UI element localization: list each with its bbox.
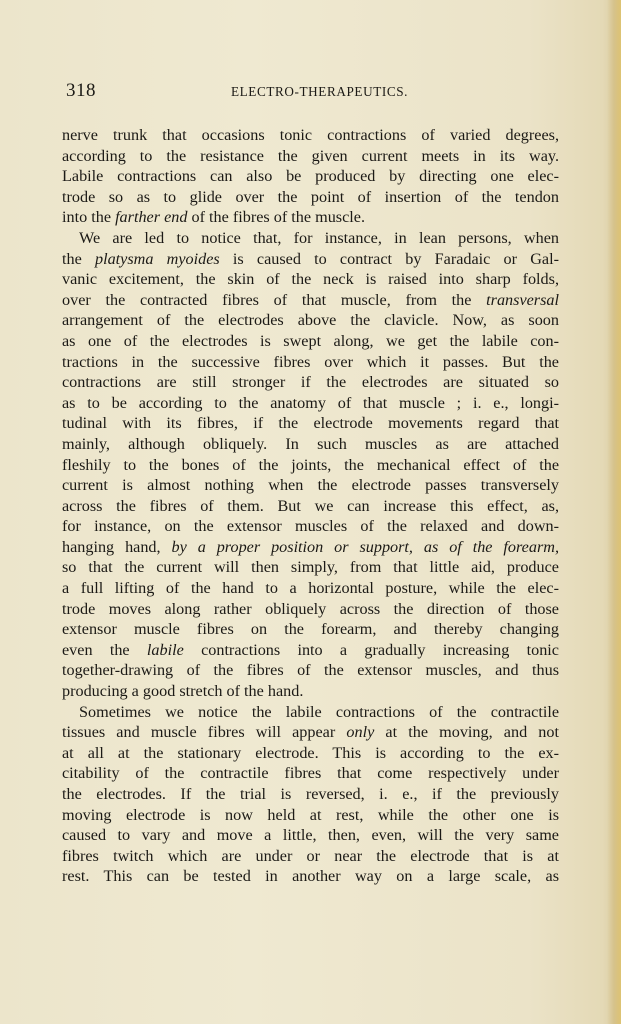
text-line (62, 207, 559, 228)
text-line (62, 640, 559, 661)
text-run: rest. This can be tested in another way on a large scale, as (62, 867, 559, 886)
text-line (62, 681, 559, 702)
text-run: fibres twitch which are under or near the electrode that is at (62, 846, 559, 865)
text-line (62, 434, 559, 455)
text-run: over the contracted fibres of that muscle, from the (62, 290, 487, 309)
text-line (62, 743, 559, 764)
text-line (62, 125, 559, 146)
text-run: arrangement of the electrodes above the clavicle. Now, as soon (62, 311, 559, 330)
text-run: according to the resistance the given current meets in its way. (62, 146, 559, 165)
text-run: current is almost nothing when the electrode passes transversely (62, 476, 559, 495)
italic-text: farther end (115, 208, 188, 227)
page-number: 318 (66, 80, 96, 101)
text-run: of the fibres of the muscle. (187, 208, 366, 227)
text-line (62, 722, 559, 743)
text-run: contractions into a gradually increasing tonic (183, 640, 559, 659)
text-line (62, 496, 559, 517)
text-line (62, 702, 559, 723)
text-run: moving electrode is now held at rest, while the other one is (62, 805, 559, 824)
text-line (62, 578, 559, 599)
text-run: as one of the electrodes is swept along, we get the labile con- (62, 331, 559, 350)
text-line (62, 166, 559, 187)
text-run: tractions in the successive fibres over which it passes. But the (62, 352, 559, 371)
text-run: tudinal with its fibres, if the electrode movements regard that (62, 414, 559, 433)
text-run: trode so as to glide over the point of insertion of the tendon (62, 187, 559, 206)
italic-text: by a proper position or support, as of the forearm, (171, 537, 559, 556)
text-line (62, 331, 559, 352)
text-run: a full lifting of the hand to a horizontal posture, while the elec- (62, 579, 559, 598)
text-line (62, 557, 559, 578)
text-line (62, 269, 559, 290)
text-line (62, 805, 559, 826)
text-line (62, 372, 559, 393)
text-run: vanic excitement, the skin of the neck is raised into sharp folds, (62, 270, 559, 289)
text-line (62, 290, 559, 311)
text-run: into the (62, 208, 116, 227)
text-run: even the (62, 640, 147, 659)
text-line (62, 413, 559, 434)
text-run: We are led to notice that, for instance, in lean persons, when (79, 228, 559, 247)
text-run: citability of the contractile fibres that come respectively under (62, 764, 559, 783)
text-line (62, 187, 559, 208)
italic-text: platysma myoides (94, 249, 220, 268)
text-run: for instance, on the extensor muscles of the relaxed and down- (62, 517, 559, 536)
text-run: caused to vary and move a little, then, even, will the very same (62, 826, 559, 845)
text-line (62, 599, 559, 620)
text-run: tissues and muscle fibres will appear (62, 723, 347, 742)
text-run: the (62, 249, 95, 268)
text-line (62, 784, 559, 805)
text-line (62, 763, 559, 784)
text-run: Labile contractions can also be produced by directing one elec- (62, 167, 559, 186)
text-run: together-drawing of the fibres of the extensor muscles, and thus (62, 661, 559, 680)
italic-text: only (346, 723, 375, 742)
text-run: Sometimes we notice the labile contractions of the contractile (79, 702, 559, 721)
text-run: extensor muscle fibres on the forearm, and thereby changing (62, 620, 559, 639)
text-run: contractions are still stronger if the electrodes are situated so (62, 373, 559, 392)
italic-text: labile (146, 640, 184, 659)
text-line (62, 866, 559, 887)
page-header (66, 80, 556, 102)
text-run: trode moves along rather obliquely across the direction of those (62, 599, 559, 618)
text-line (62, 393, 559, 414)
running-title: ELECTRO-THERAPEUTICS. (231, 84, 409, 99)
text-run: so that the current will then simply, from that little aid, produce (62, 558, 559, 577)
text-run: as to be according to the anatomy of that muscle ; i. e., longi- (62, 393, 559, 412)
text-line (62, 660, 559, 681)
page-edge (607, 0, 621, 1024)
text-run: at the moving, and not (374, 723, 559, 742)
text-run: is caused to contract by Faradaic or Gal- (219, 249, 560, 268)
text-line (62, 846, 559, 867)
text-line (62, 475, 559, 496)
text-line (62, 228, 559, 249)
text-run: across the fibres of them. But we can increase this effect, as, (62, 496, 559, 515)
text-line (62, 455, 559, 476)
text-run: mainly, although obliquely. In such muscles as are attached (62, 434, 559, 453)
text-run: fleshily to the bones of the joints, the mechanical effect of the (62, 455, 559, 474)
text-line (62, 619, 559, 640)
text-line (62, 537, 559, 558)
text-line (62, 352, 559, 373)
text-run: hanging hand, (62, 537, 172, 556)
text-line (62, 310, 559, 331)
text-run: the electrodes. If the trial is reversed, i. e., if the previously (62, 785, 559, 803)
text-run: nerve trunk that occasions tonic contractions of varied degrees, (62, 126, 559, 144)
text-line (62, 249, 559, 270)
text-run: at all at the stationary electrode. This is according to the ex- (62, 743, 559, 762)
text-line (62, 825, 559, 846)
text-run: producing a good stretch of the hand. (62, 682, 304, 701)
italic-text: transversal (486, 290, 559, 309)
text-line (62, 516, 559, 537)
body-text (62, 125, 559, 887)
text-line (62, 146, 559, 167)
